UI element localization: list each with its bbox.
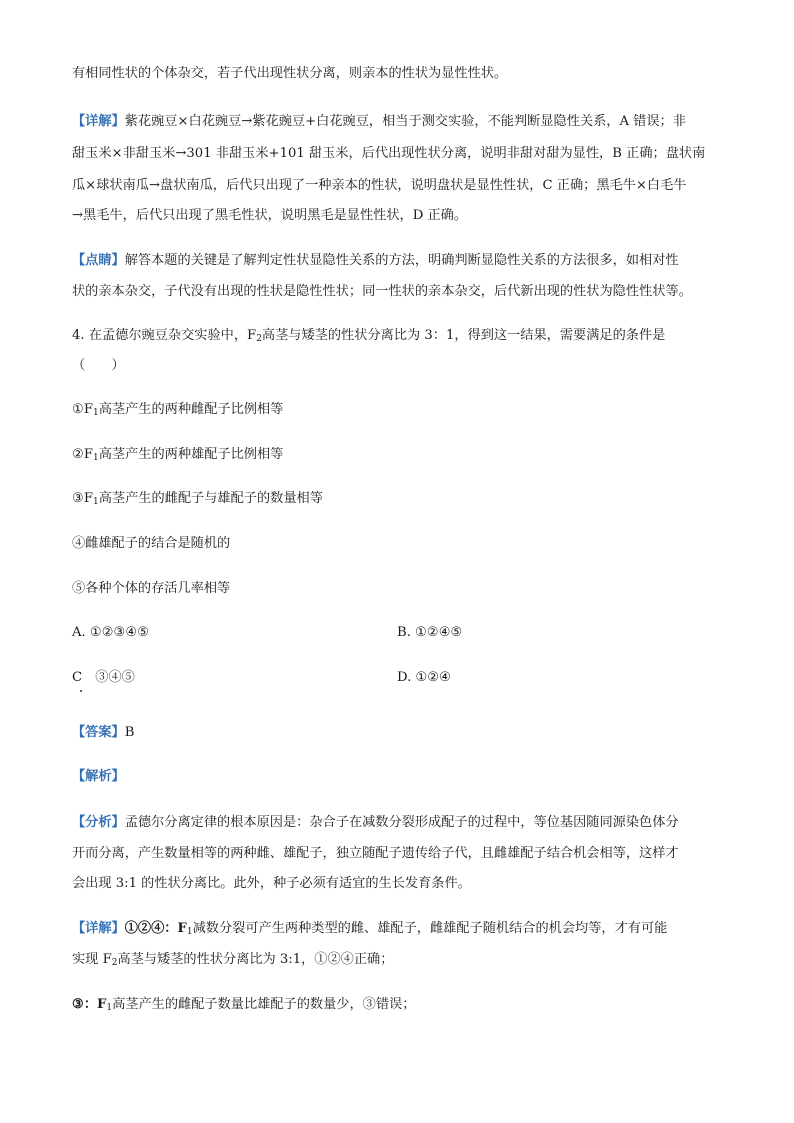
statement-4 [72,535,230,553]
text-line: 有相同性状的个体杂交，若子代出现性状分离，则亲本的性状为显性性状。 [72,66,508,81]
text-line: 开而分离，产生数量相等的两种雌、雄配子，独立随配子遗传给子代，且雌雄配子结合机会相等，这样才 [72,846,679,861]
statement-prefix: ③F [72,491,93,506]
analysis-heading [72,768,125,786]
detail2-tag: 【详解】 [72,921,125,936]
answer-blank: （ ） [72,358,125,373]
paragraph-continuation [72,65,507,83]
detail-tag: 【详解】 [72,114,125,129]
stem-part: 4. 在孟德尔豌豆杂交实验中，F [72,328,257,343]
question-paren [72,357,125,375]
text-part: 减数分裂可产生两种类型的雌、雄配子，雌雄配子随机结合的机会均等，才有可能 [192,921,668,936]
tip-paragraph-line-1 [72,252,679,270]
detail-paragraph-line-3 [72,177,687,195]
detail2-line-3 [72,996,415,1014]
text-line: 解答本题的关键是了解判定性状显隐性关系的方法，明确判断显隐性关系的方法很多，如相对性 [124,253,679,268]
option-text: B. ①②④⑤ [397,625,463,640]
question-stem [72,327,665,345]
stem-part: 高茎与矮茎的性状分离比为 3：1，得到这一结果，需要满足的条件是 [261,328,666,343]
detail2-line-2 [72,951,393,969]
analysis-tag: 【解析】 [72,769,125,784]
analysis-sub-tag: 【分析】 [72,815,125,830]
answer-tag: 【答案】 [72,725,125,740]
option-c [72,669,135,687]
answer-value: B [124,725,135,740]
statement-text: ⑤各种个体的存活几率相等 [72,581,231,596]
option-b [397,624,462,642]
statement-1 [72,401,283,419]
analysis-paragraph-line-1 [72,814,679,832]
subscript: 1 [186,927,193,937]
option-text: A. ①②③④⑤ [72,625,150,640]
subscript: 2 [256,334,262,344]
text-part: ③：F [72,997,107,1012]
text-line: 会出现 3:1 的性状分离比。此外，种子必须有适宜的生长发育条件。 [72,876,471,891]
stray-dot [80,690,82,692]
subscript: 1 [92,497,99,507]
statement-text: 高茎产生的两种雄配子比例相等 [98,447,284,462]
detail-paragraph-line-1 [72,113,686,131]
statement-3 [72,490,323,508]
subscript: 1 [106,1003,113,1013]
statement-2 [72,446,283,464]
statement-text: 高茎产生的两种雌配子比例相等 [98,402,284,417]
text-part: 高茎产生的雌配子数量比雄配子的数量少，③错误； [112,997,416,1012]
tip-tag: 【点睛】 [72,253,125,268]
answer-line [72,724,134,742]
analysis-paragraph-line-2 [72,845,679,863]
detail2-line-1 [72,920,667,938]
detail-paragraph-line-4 [72,207,467,225]
tip-paragraph-line-2 [72,283,692,301]
text-part: ①②④：F [124,921,187,936]
statement-text: 高茎产生的雌配子与雄配子的数量相等 [98,491,323,506]
text-line: 甜玉米×非甜玉米→301 非甜玉米+101 甜玉米，后代出现性状分离，说明非甜对甜为显性，B 正确；盘状南 [72,146,706,161]
text-part: 高茎与矮茎的性状分离比为 3:1，①②④正确； [117,952,394,967]
option-text: C ③④⑤ [72,670,135,685]
text-line: 状的亲本杂交，子代没有出现的性状是隐性性状；同一性状的亲本杂交，后代新出现的性状为隐性性状等。 [72,284,692,299]
text-line: 紫花豌豆×白花豌豆→紫花豌豆+白花豌豆，相当于测交实验，不能判断显隐性关系，A 错误；非 [124,114,686,129]
statement-prefix: ①F [72,402,93,417]
text-part: 实现 F [72,952,112,967]
text-line: 孟德尔分离定律的根本原因是：杂合子在减数分裂形成配子的过程中，等位基因随同源染色体分 [124,815,679,830]
subscript: 2 [111,958,118,968]
subscript: 1 [92,408,99,418]
option-d [397,669,451,687]
option-a [72,624,149,642]
subscript: 1 [92,453,99,463]
detail-paragraph-line-2 [72,145,705,163]
statement-text: ④雌雄配子的结合是随机的 [72,536,231,551]
statement-5 [72,580,230,598]
text-line: →黑毛牛，后代只出现了黑毛性状，说明黑毛是显性性状，D 正确。 [72,208,468,223]
statement-prefix: ②F [72,447,93,462]
option-text: D. ①②④ [397,670,451,685]
analysis-paragraph-line-3 [72,875,471,893]
text-line: 瓜×球状南瓜→盘状南瓜，后代只出现了一种亲本的性状，说明盘状是显性性状，C 正确；黑毛牛×白毛牛 [72,178,687,193]
